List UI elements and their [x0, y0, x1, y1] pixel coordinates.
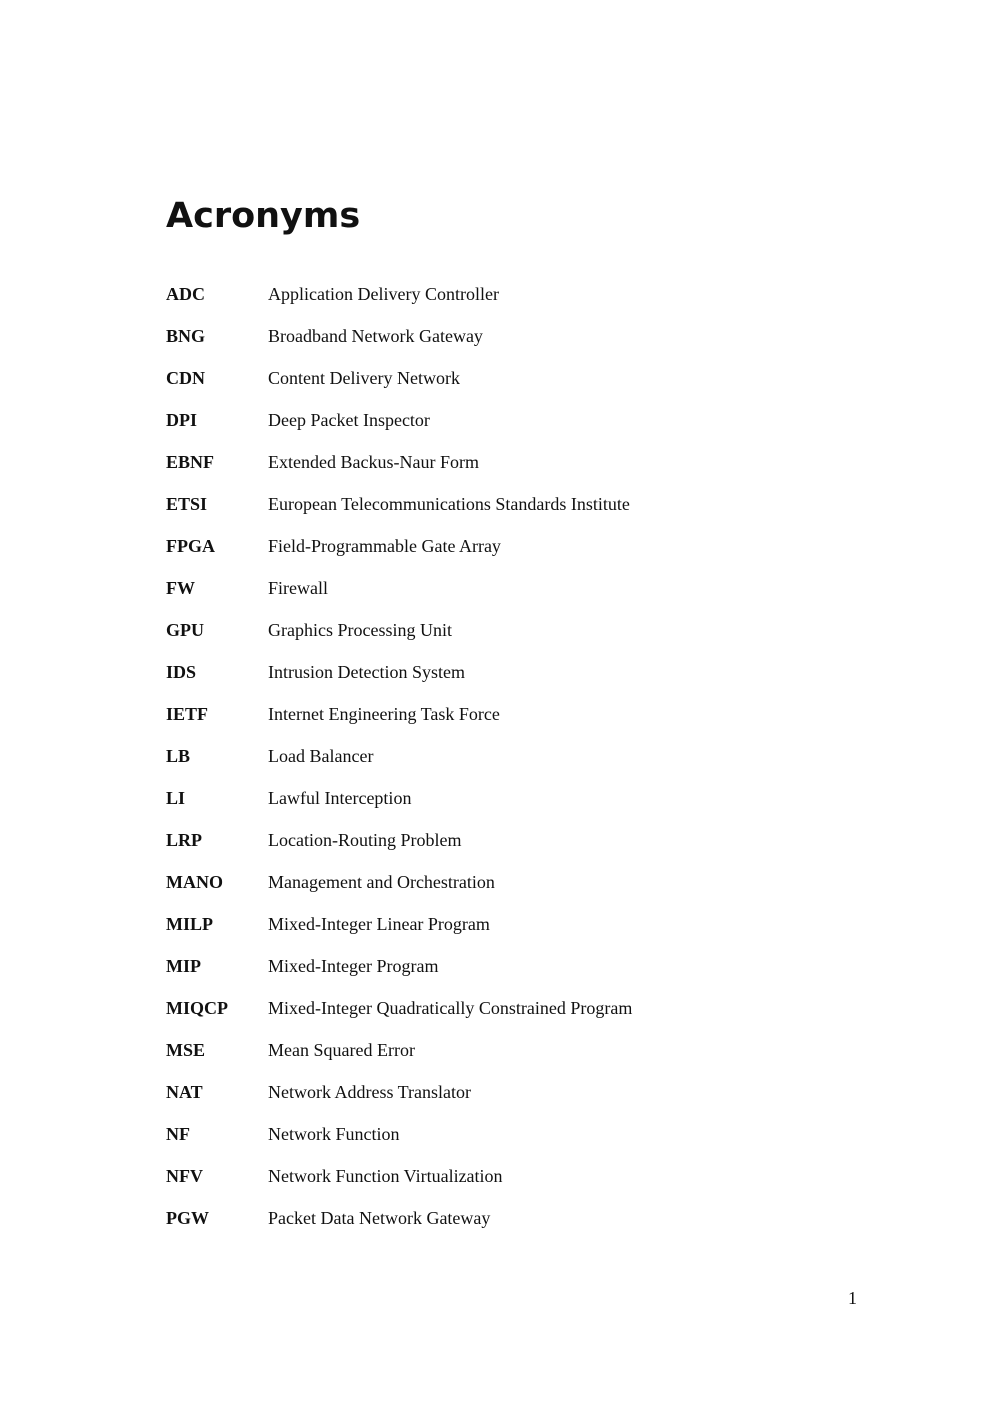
acronym-abbr: LI — [166, 788, 186, 808]
acronym-abbr: ADC — [166, 284, 205, 304]
acronym-row — [166, 746, 860, 766]
acronym-definition: Content Delivery Network — [268, 368, 460, 388]
acronym-definition: Application Delivery Controller — [268, 284, 499, 304]
acronym-definition: Network Address Translator — [268, 1082, 471, 1102]
acronym-abbr: MILP — [166, 914, 213, 934]
acronym-row — [166, 914, 860, 934]
acronym-row — [166, 1040, 860, 1060]
acronym-abbr: IETF — [166, 704, 209, 724]
acronym-row — [166, 326, 860, 346]
acronym-definition: Location-Routing Problem — [268, 830, 462, 850]
page-title: Acronyms — [166, 196, 361, 236]
page-number: 1 — [848, 1288, 857, 1308]
acronym-row — [166, 788, 860, 808]
acronym-row — [166, 536, 860, 556]
acronym-definition: Mixed-Integer Program — [268, 956, 439, 976]
acronym-row — [166, 662, 860, 682]
acronym-row — [166, 830, 860, 850]
acronym-row — [166, 704, 860, 724]
acronym-abbr: EBNF — [166, 452, 215, 472]
acronym-definition: Firewall — [268, 578, 328, 598]
acronym-abbr: MIQCP — [166, 998, 228, 1018]
acronym-definition: Mixed-Integer Quadratically Constrained Program — [268, 998, 633, 1018]
acronym-definition: European Telecommunications Standards Institute — [268, 494, 630, 514]
acronym-definition: Packet Data Network Gateway — [268, 1208, 491, 1228]
acronym-row — [166, 956, 860, 976]
acronym-definition: Network Function Virtualization — [268, 1166, 503, 1186]
acronym-definition: Field-Programmable Gate Array — [268, 536, 501, 556]
acronym-row — [166, 620, 860, 640]
acronym-definition: Mean Squared Error — [268, 1040, 415, 1060]
acronym-row — [166, 410, 860, 430]
acronym-definition: Load Balancer — [268, 746, 374, 766]
acronym-abbr: ETSI — [166, 494, 208, 514]
acronym-abbr: MSE — [166, 1040, 206, 1060]
acronym-abbr: BNG — [166, 326, 206, 346]
acronym-row — [166, 284, 860, 304]
page-content — [166, 196, 860, 1250]
acronym-abbr: GPU — [166, 620, 204, 640]
acronym-abbr: PGW — [166, 1208, 209, 1228]
acronym-abbr: CDN — [166, 368, 205, 388]
acronym-abbr: IDS — [166, 662, 197, 682]
acronym-abbr: NFV — [166, 1166, 203, 1186]
acronym-row — [166, 1082, 860, 1102]
acronym-row — [166, 578, 860, 598]
acronym-definition: Management and Orchestration — [268, 872, 495, 892]
acronym-definition: Broadband Network Gateway — [268, 326, 483, 346]
acronym-row — [166, 1166, 860, 1186]
acronym-row — [166, 1208, 860, 1228]
acronym-definition: Mixed-Integer Linear Program — [268, 914, 490, 934]
acronym-row — [166, 1124, 860, 1144]
acronym-row — [166, 872, 860, 892]
acronym-abbr: LB — [166, 746, 191, 766]
acronym-abbr: MIP — [166, 956, 201, 976]
acronym-row — [166, 368, 860, 388]
acronym-definition: Internet Engineering Task Force — [268, 704, 500, 724]
acronym-definition: Extended Backus-Naur Form — [268, 452, 479, 472]
acronym-list — [166, 284, 860, 1228]
acronym-row — [166, 494, 860, 514]
acronym-definition: Network Function — [268, 1124, 400, 1144]
acronym-abbr: DPI — [166, 410, 197, 430]
acronym-definition: Graphics Processing Unit — [268, 620, 452, 640]
acronym-row — [166, 452, 860, 472]
acronym-definition: Deep Packet Inspector — [268, 410, 430, 430]
acronym-abbr: NF — [166, 1124, 190, 1144]
acronym-abbr: FW — [166, 578, 195, 598]
acronym-row — [166, 998, 860, 1018]
acronym-abbr: MANO — [166, 872, 223, 892]
acronym-abbr: LRP — [166, 830, 202, 850]
acronym-abbr: FPGA — [166, 536, 215, 556]
acronym-definition: Lawful Interception — [268, 788, 412, 808]
acronym-definition: Intrusion Detection System — [268, 662, 465, 682]
acronym-abbr: NAT — [166, 1082, 203, 1102]
